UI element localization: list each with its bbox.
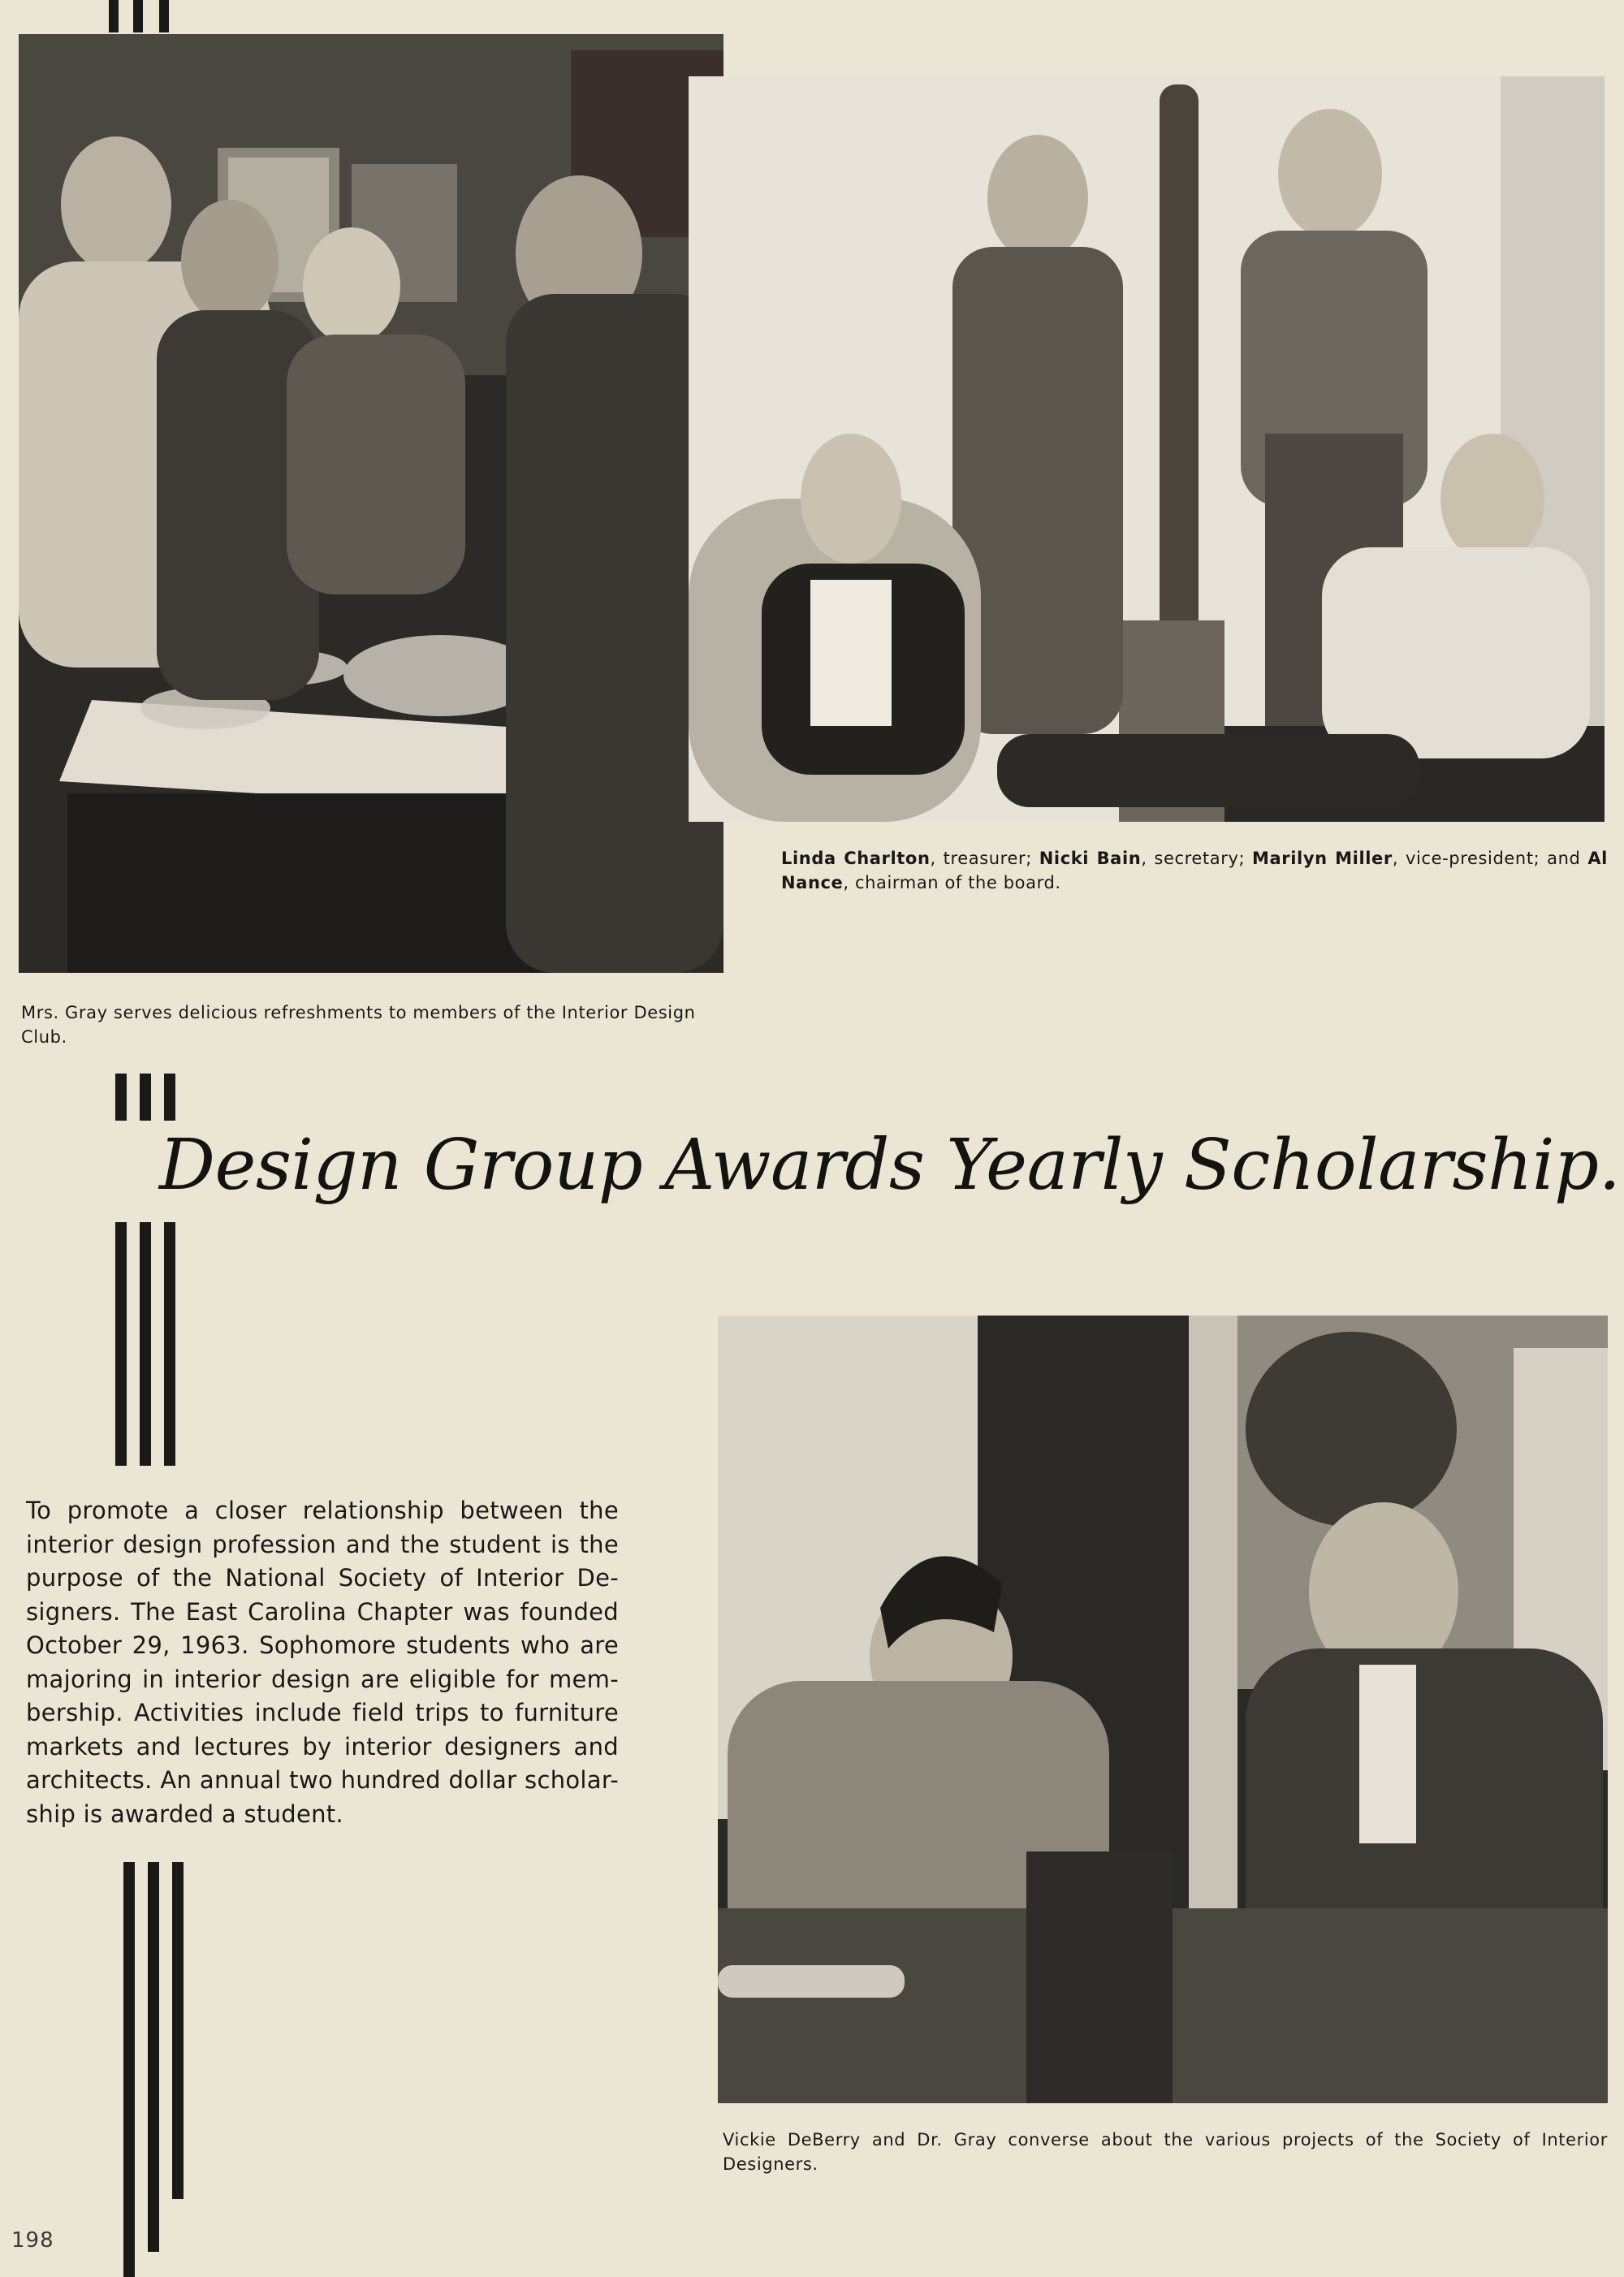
officer-role-3: , vice-president; and [1392,849,1588,868]
officer-name-3: Marilyn Miller [1252,849,1393,868]
officer-name-1: Linda Charlton [781,849,931,868]
caption-officers [781,846,1608,895]
officer-role-1: , treasurer; [930,849,1039,868]
photo-refreshments [19,34,723,973]
page-number: 198 [11,2228,54,2253]
caption-refreshments: Mrs. Gray serves delicious refreshments to members of the Interior Design Club. [21,1003,696,1047]
officer-name-4: Al Nance [781,849,1608,892]
article-body: To promote a closer relationship between the interior design profession and the student is the purpose of the National Society of Interior De-signers. The East Carolina Chapter was founded October 29, 1963. Sophomore students who are majoring in interior design are eligible for mem-bership. Activities include field trips to furniture markets and lectures by interior designers and architects. An annual two hundred dollar scholar-ship is awarded a student. [26,1497,619,1828]
officer-name-2: Nicki Bain [1039,849,1142,868]
headline: Design Group Awards Yearly Scholarship. [159,1125,1621,1206]
photo-officers [689,76,1605,822]
photo-conversation [718,1316,1608,2103]
officer-role-4: , chairman of the board. [843,873,1061,892]
officer-role-2: , secretary; [1141,849,1253,868]
caption-conversation: Vickie DeBerry and Dr. Gray converse about the various projects of the Society of Interior Designers. [723,2130,1608,2174]
